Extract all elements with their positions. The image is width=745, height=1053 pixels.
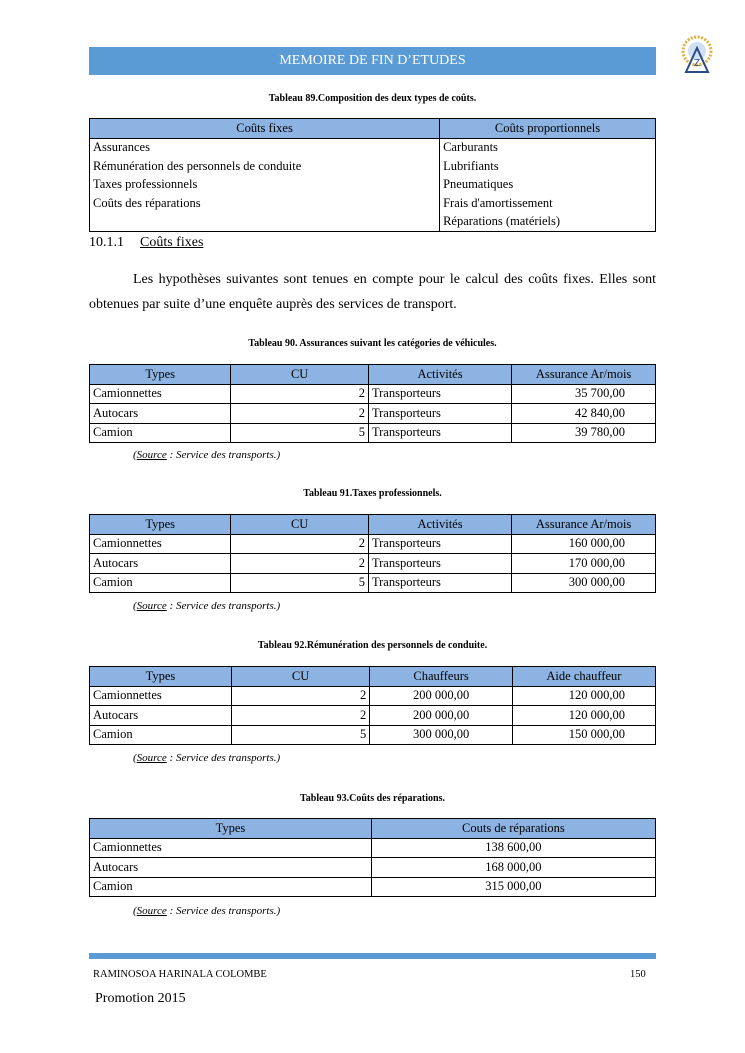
source-text: : Service des transports.) — [166, 449, 281, 461]
table-row — [90, 404, 656, 424]
column-header: Assurance Ar/mois — [512, 515, 656, 535]
table-cell: Autocars — [90, 404, 231, 424]
table-93-caption: Tableau 93.Coûts des réparations. — [300, 793, 445, 804]
table-cell: 5 — [231, 725, 369, 745]
source-paren: ( — [133, 905, 137, 917]
table-cell: Réparations (matériels) — [440, 213, 656, 232]
table-cell: Assurances — [90, 138, 440, 157]
table-cell: 200 000,00 — [370, 686, 513, 706]
column-header: Types — [90, 667, 232, 687]
table-cell: Camion — [90, 725, 232, 745]
table-row — [90, 858, 656, 878]
table-cell: 2 — [231, 554, 369, 574]
column-header: Activités — [368, 515, 511, 535]
table-cell: Camion — [90, 423, 231, 443]
table-header-row — [90, 119, 656, 139]
header-banner: MEMOIRE DE FIN D’ETUDES — [89, 47, 656, 75]
table-cell: 300 000,00 — [370, 725, 513, 745]
table-cell: 150 000,00 — [512, 725, 655, 745]
table-cell: Autocars — [90, 554, 231, 574]
insurance-table — [89, 364, 656, 443]
table-cell: Camionnettes — [90, 534, 231, 554]
table-cell: 120 000,00 — [512, 706, 655, 726]
table-row — [90, 384, 656, 404]
table-cell: Autocars — [90, 706, 232, 726]
table-cell: 300 000,00 — [512, 573, 656, 593]
table-89-container — [89, 118, 656, 232]
source-note — [133, 752, 280, 764]
driver-pay-table — [89, 666, 656, 745]
source-paren: ( — [133, 600, 137, 612]
table-header-row — [90, 515, 656, 535]
table-row — [90, 838, 656, 858]
source-label: Source — [136, 752, 167, 764]
table-row — [90, 176, 656, 195]
source-paren: ( — [133, 449, 137, 461]
table-cell: Camionnettes — [90, 686, 232, 706]
table-cell: 315 000,00 — [371, 877, 655, 897]
table-row — [90, 686, 656, 706]
table-cell — [90, 213, 440, 232]
svg-text:Z: Z — [693, 58, 701, 69]
table-cell: 2 — [231, 404, 369, 424]
table-cell: 2 — [231, 384, 369, 404]
column-header: CU — [231, 515, 369, 535]
table-row — [90, 194, 656, 213]
table-row — [90, 725, 656, 745]
column-header: Types — [90, 365, 231, 385]
table-row — [90, 423, 656, 443]
table-cell: Transporteurs — [368, 384, 511, 404]
professional-taxes-table — [89, 514, 656, 593]
column-header: Coûts proportionnels — [440, 119, 656, 139]
table-header-row — [90, 667, 656, 687]
source-label: Source — [136, 449, 167, 461]
table-cell: Transporteurs — [368, 423, 511, 443]
table-cell: Frais d'amortissement — [440, 194, 656, 213]
table-cell: Camionnettes — [90, 384, 231, 404]
table-cell: 2 — [231, 706, 369, 726]
table-cell: Transporteurs — [368, 534, 511, 554]
table-cell: Pneumatiques — [440, 176, 656, 195]
source-note — [133, 449, 280, 461]
footer-promotion: Promotion 2015 — [95, 991, 186, 1006]
table-row — [90, 138, 656, 157]
column-header: Assurance Ar/mois — [512, 365, 656, 385]
table-cell: 160 000,00 — [512, 534, 656, 554]
table-cell: Coûts des réparations — [90, 194, 440, 213]
table-row — [90, 573, 656, 593]
source-text: : Service des transports.) — [166, 752, 281, 764]
page-number: 150 — [630, 969, 646, 980]
column-header: Aide chauffeur — [512, 667, 655, 687]
university-logo-icon — [676, 34, 718, 76]
table-90-caption: Tableau 90. Assurances suivant les catégories de véhicules. — [248, 338, 497, 349]
column-header: CU — [231, 667, 369, 687]
table-cell: 168 000,00 — [371, 858, 655, 878]
table-cell: Transporteurs — [368, 404, 511, 424]
table-cell: Rémunération des personnels de conduite — [90, 157, 440, 176]
column-header: Coûts fixes — [90, 119, 440, 139]
table-row — [90, 157, 656, 176]
table-cell: 39 780,00 — [512, 423, 656, 443]
table-cell: Camion — [90, 877, 372, 897]
table-cell: Taxes professionnels — [90, 176, 440, 195]
section-title: Coûts fixes — [140, 235, 204, 250]
source-note — [133, 905, 280, 917]
table-cell: 2 — [231, 534, 369, 554]
source-note — [133, 600, 280, 612]
table-cell: Carburants — [440, 138, 656, 157]
table-cell: 200 000,00 — [370, 706, 513, 726]
table-cell: Transporteurs — [368, 554, 511, 574]
table-91-caption: Tableau 91.Taxes professionnels. — [303, 488, 442, 499]
table-cell: Camion — [90, 573, 231, 593]
column-header: Couts de réparations — [371, 819, 655, 839]
column-header: Chauffeurs — [370, 667, 513, 687]
table-89-caption: Tableau 89.Composition des deux types de coûts. — [268, 93, 477, 104]
table-cell: 2 — [231, 686, 369, 706]
section-number: 10.1.1 — [89, 235, 124, 250]
source-paren: ( — [133, 752, 137, 764]
table-cell: Lubrifiants — [440, 157, 656, 176]
table-cell: Transporteurs — [368, 573, 511, 593]
column-header: Activités — [368, 365, 511, 385]
source-label: Source — [136, 600, 167, 612]
table-row — [90, 706, 656, 726]
table-92-caption: Tableau 92.Rémunération des personnels de conduite. — [257, 640, 488, 651]
table-cell: Camionnettes — [90, 838, 372, 858]
column-header: CU — [231, 365, 369, 385]
source-label: Source — [136, 905, 167, 917]
table-cell: Autocars — [90, 858, 372, 878]
repair-costs-table — [89, 818, 656, 897]
table-cell: 35 700,00 — [512, 384, 656, 404]
table-row — [90, 877, 656, 897]
table-header-row — [90, 365, 656, 385]
source-text: : Service des transports.) — [166, 905, 281, 917]
source-text: : Service des transports.) — [166, 600, 281, 612]
table-row — [90, 213, 656, 232]
footer-bar — [89, 953, 656, 959]
table-cell: 120 000,00 — [512, 686, 655, 706]
table-cell: 5 — [231, 573, 369, 593]
composition-table — [89, 118, 656, 232]
section-heading — [89, 235, 203, 251]
table-cell: 5 — [231, 423, 369, 443]
table-row — [90, 554, 656, 574]
footer-author: RAMINOSOA HARINALA COLOMBE — [93, 969, 267, 980]
section-paragraph: Les hypothèses suivantes sont tenues en compte pour le calcul des coûts fixes. Elles sont obtenues par suite d’une enquête auprès des services de transport. — [89, 272, 656, 312]
column-header: Types — [90, 819, 372, 839]
table-cell: 42 840,00 — [512, 404, 656, 424]
table-header-row — [90, 819, 656, 839]
table-cell: 138 600,00 — [371, 838, 655, 858]
column-header: Types — [90, 515, 231, 535]
table-row — [90, 534, 656, 554]
table-cell: 170 000,00 — [512, 554, 656, 574]
